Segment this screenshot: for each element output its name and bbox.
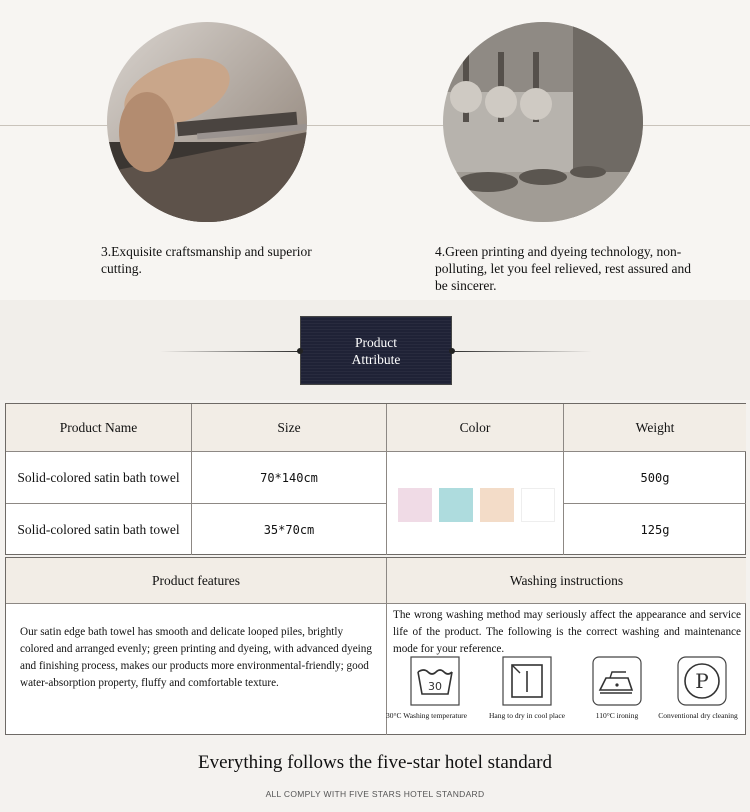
row2-product-name: Solid-colored satin bath towel — [6, 504, 192, 555]
craftsmanship-photo — [107, 22, 307, 222]
wash-label-dry-cleaning: Conventional dry cleaning — [658, 711, 738, 720]
wash-label-shade-dry: Hang to dry in cool place — [488, 711, 566, 720]
green-dyeing-caption: 4.Green printing and dyeing technology, non-polluting, let you feel relieved, rest assured and be sincerer. — [435, 244, 692, 293]
wash-temperature-number: 30 — [428, 680, 442, 693]
product-attribute-title — [300, 316, 452, 385]
five-star-standard-subtitle: ALL COMPLY WITH FIVE STARS HOTEL STANDARD — [265, 789, 485, 799]
attribute-title-line2: Attribute — [351, 351, 401, 367]
color-swatch-beige — [480, 488, 514, 522]
attribute-title-line1: Product — [355, 334, 397, 350]
washing-instructions-text: The wrong washing method may seriously affect the appearance and service life of the product. The following is the correct washing and maintenance mode for your reference. — [393, 609, 741, 655]
wash-label-temperature: 30°C Washing temperature — [386, 711, 467, 720]
product-features-header: Product features — [6, 558, 387, 604]
craftsmanship-caption: 3.Exquisite craftsmanship and superior cutting. — [101, 244, 312, 276]
attribute-dot-left — [297, 348, 303, 354]
attribute-line-left — [160, 351, 300, 352]
header-color: Color — [387, 404, 564, 452]
dry-clean-p-icon — [677, 656, 727, 706]
color-swatches-cell — [387, 452, 564, 555]
header-size: Size — [192, 404, 387, 452]
product-spec-table — [5, 403, 746, 555]
color-swatch-pink — [398, 488, 432, 522]
dyeing-workshop-photo — [443, 22, 643, 222]
attribute-dot-right — [449, 348, 455, 354]
color-swatch-cyan — [439, 488, 473, 522]
features-washing-table — [5, 557, 746, 735]
product-features-text: Our satin edge bath towel has smooth and delicate looped piles, brightly colored and arranged evenly; green printing and dyeing, with advanced dyeing and finishing process, makes our products more environmental-friendly; good water-absorption property, fluffy and comfortable texture. — [20, 626, 372, 689]
color-swatch-white — [521, 488, 555, 522]
row1-product-name: Solid-colored satin bath towel — [6, 452, 192, 504]
row2-weight: 125g — [640, 522, 670, 537]
row1-size: 70*140cm — [192, 452, 387, 504]
washing-instructions-header: Washing instructions — [387, 558, 746, 604]
wash-label-ironing: 110°C ironing — [595, 711, 639, 720]
attribute-line-right — [452, 351, 592, 352]
header-weight: Weight — [564, 404, 746, 452]
header-product-name: Product Name — [6, 404, 192, 452]
row2-size: 35*70cm — [192, 504, 387, 555]
row1-weight: 500g — [564, 452, 746, 504]
five-star-standard-title: Everything follows the five-star hotel standard — [197, 752, 553, 773]
iron-one-dot-icon — [592, 656, 642, 706]
shade-dry-icon — [502, 656, 552, 706]
dry-clean-letter: P — [695, 669, 709, 693]
wash-tub-30-icon — [410, 656, 460, 706]
